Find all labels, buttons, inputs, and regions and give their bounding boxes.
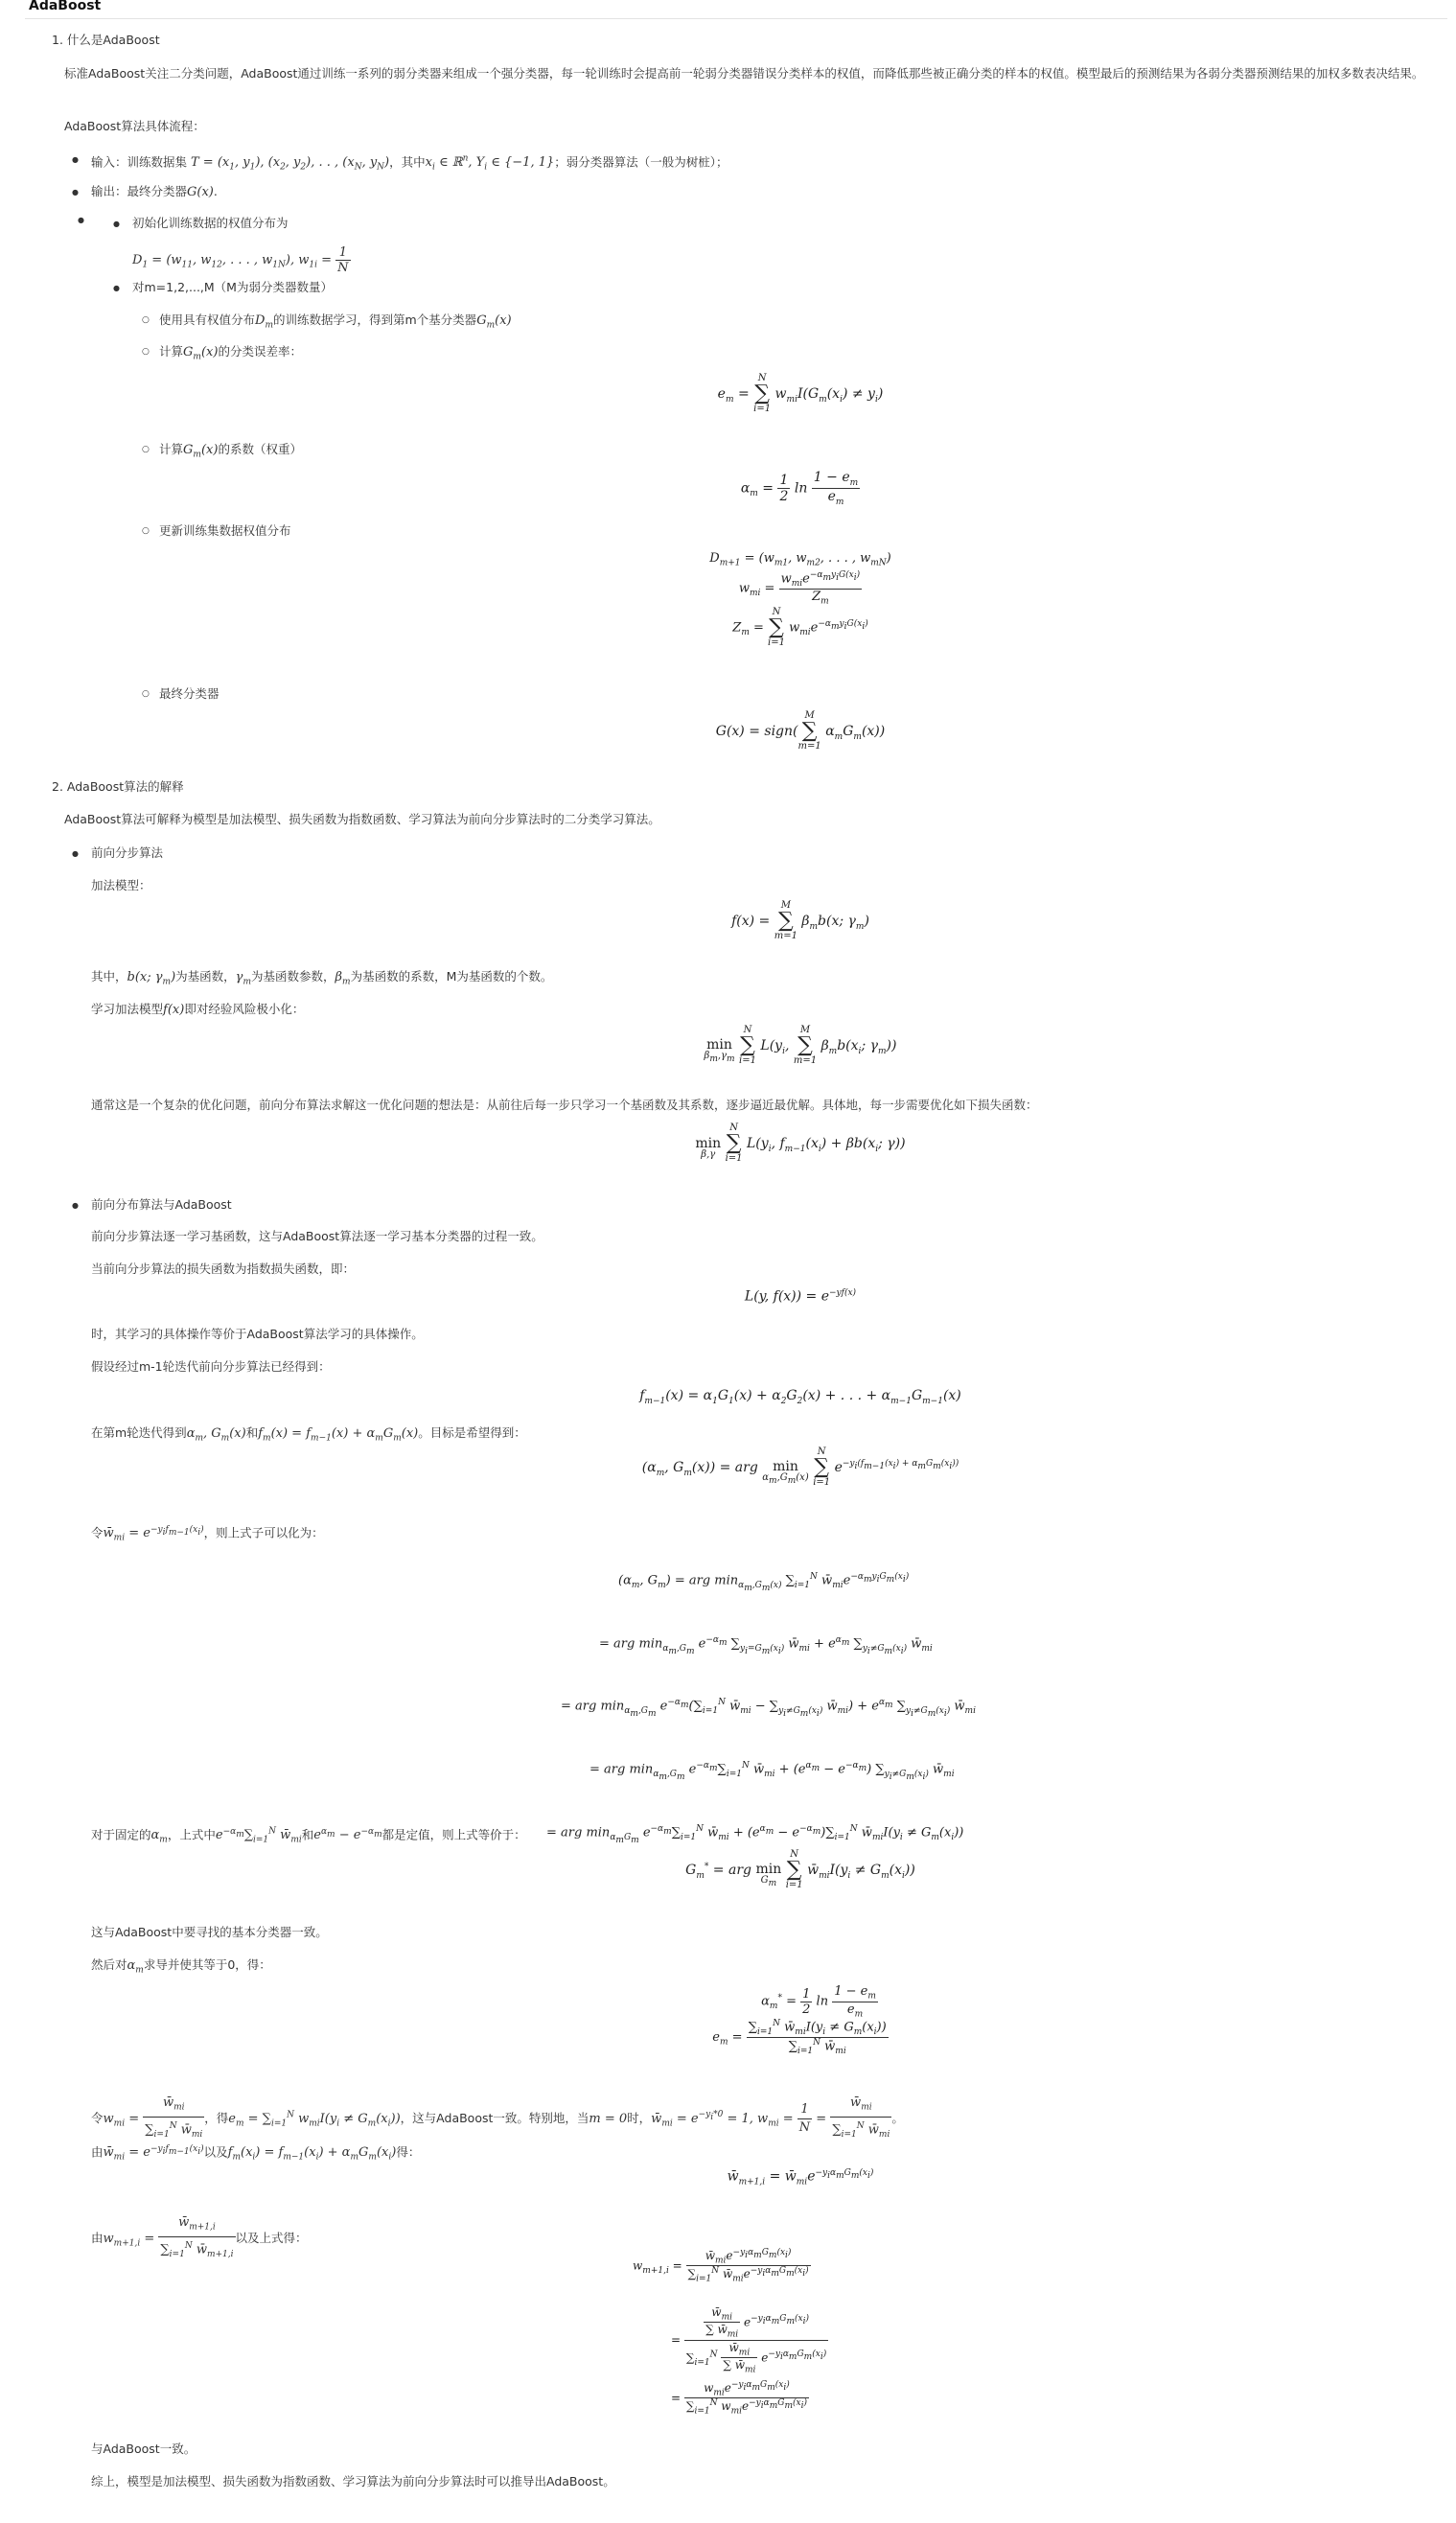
p11b: 以及 <box>203 2144 228 2160</box>
empirical-risk-formula: min $\beta_m,\gamma_m$ N ∑ i=1 $L(y_i$, M ∑ m=1 $\beta_mb(x_i$; $\gamma_m$)) <box>704 1025 897 1066</box>
p6b: ，则上式子可以化为： <box>203 1525 324 1540</box>
section-1-heading: 1. 什么是AdaBoost <box>52 33 160 47</box>
step-d: ○ 更新训练集数据权值分布 <box>159 522 291 540</box>
where1c: 为基函数参数， <box>251 969 335 984</box>
page-title: AdaBoost <box>29 0 102 13</box>
step-b-label: 计算 <box>159 344 184 359</box>
where-beta: $\beta_m$ <box>335 970 351 987</box>
p7-alpha: $\alpha_m$ <box>150 1828 168 1845</box>
p14: 综上，模型是加法模型、损失函数为指数函数、学习算法为前向分步算法时可以推导出AdaBoost。 <box>91 2474 615 2488</box>
p10-m0: m = 0 <box>589 2111 628 2126</box>
p9b: 求导并使其等于0，得： <box>143 1957 271 1972</box>
p12b: 以及上式得： <box>235 2230 308 2245</box>
usually-paragraph: 通常这是一个复杂的优化问题，前向分布算法求解这一优化问题的想法是：从前往后每一步只学习一个基函数及其系数，逐步逼近最优解。具体地，每一步需要优化如下损失函数： <box>91 1098 1038 1112</box>
p3: 时，其学习的具体操作等价于AdaBoost算法学习的具体操作。 <box>91 1327 424 1341</box>
p10d: 时， <box>627 2110 652 2125</box>
learn-fx: f(x) <box>163 1003 185 1017</box>
step-b-label2: 的分类误差率： <box>218 344 302 359</box>
alpha-star-formula: $\alpha_m^*$ = $\frac{1}{2}$ ln $\frac{1 - e_m}{e_m}$ $e_m$ = $\frac{\sum_{i=1}^N w̄_{mi}I(y_i \ne G_m(x_i))}{\sum_{i=1}^N w̄_{mi}}$ <box>712 1984 887 2057</box>
flow-title: AdaBoost算法具体流程： <box>64 119 205 133</box>
p7b: ，上式中 <box>167 1827 216 1842</box>
p1: 前向分步算法逐一学习基函数，这与AdaBoost算法逐一学习基本分类器的过程一致。 <box>91 1229 543 1243</box>
objective-formula: ($\alpha_m$, $G_m(x)$) = arg min $\alpha_m,G_m(x)$ N ∑ i=1 $e^{-y_i(f_{m-1}(x_i) + \alpha_mG_m(x_i))}$ <box>641 1447 959 1488</box>
final-derivation-formula: $w_{m+1,i}$ = $\frac{w̄_{mi}e^{-y_i\alpha_mG_m(x_i)}}{\sum_{i=1}^N w̄_{mi}e^{-y_i\alpha_mG_m(x_i)}}$ = $\frac{w̄_{mi}}{\sum w̄_{mi}}$ $e^{-y_i\alpha_mG_m(x_i)}$ $\sum_{i=1}^N$ $\frac{w̄_{mi}}{\sum w̄_{mi}}$ $e^{-y_i\alpha_mG_m(x_i)}$ = $\frac{w_{mi}e^{-y_i\alpha_mG_m(x_i)}}{\sum_{i=1}^N w_{mi}e^{-y_i\alpha_mG_m(x_i)}}$ <box>633 2248 827 2417</box>
derivation-formula: ($\alpha_m$, $G_m$) = arg $\min_{\alpha_m,G_m(x)} \sum_{i=1}^N$ $w̄_{mi}e^{-\alpha_my_iG_m(x_i)}$ = arg $\min_{\alpha_m,G_m} e^{-\alpha_m}$ $\sum_{y_i=G_m(x_i)}$ $w̄_{mi} + e^{\alpha_m}$ $\sum_{y_i\ne G_m(x_i)}$ $w̄_{mi}$ = arg $\min_{\alpha_m,G_m} e^{-\alpha_m}(\sum_{i=1}^N$ $w̄_{mi} - \sum_{y_i\ne G_m(x_i)}$ $w̄_{mi}) + e^{\alpha_m}$ $\sum_{y_i\ne G_m(x_i)}$ $w̄_{mi}$ = arg $\min_{\alpha_m,G_m} e^{-\alpha_m}\sum_{i=1}^N$ $w̄_{mi} + (e^{\alpha_m} - e^{-\alpha_m})$ $\sum_{y_i\ne G_m(x_i)}$ $w̄_{mi}$ = arg $\min_{\alpha_mG_m} e^{-\alpha_m}\sum_{i=1}^N$ $w̄_{mi} + (e^{\alpha_m} - e^{-\alpha_m})\sum_{i=1}^N$ $w̄_{mi}I(y_i \ne G_m(x_i))$ <box>546 1572 976 1845</box>
p5c: 。目标是希望得到： <box>418 1425 526 1440</box>
output-item: ● 输出：最终分类器G(x). <box>91 183 218 201</box>
input-where: ，其中 <box>389 154 426 170</box>
p10c: ，这与AdaBoost一致。特别地，当 <box>400 2110 589 2125</box>
p7-term1: $e^{-\alpha_m}\sum_{i=1}^N$ $w̄_{mi}$ <box>215 1827 302 1845</box>
where1b: 为基函数， <box>175 969 236 984</box>
p11a: 由 <box>91 2144 104 2160</box>
step-c <box>159 441 302 464</box>
p10-special: $w̄_{mi} = e^{-y_i*0} = 1$, $w_{mi}$ = $\frac{1}{N}$ = $\frac{w̄_{mi}}{\sum_{i=1}^N w̄_{mi}}$ <box>651 2095 890 2140</box>
step-b <box>159 343 302 366</box>
p6 <box>91 1521 324 1547</box>
p11-fm: $f_m(x_i) = f_{m-1}(x_i) + \alpha_mG_m(x_i)$ <box>227 2145 397 2163</box>
fm1-formula: $f_{m-1}(x) = \alpha_1G_1(x) + \alpha_2G_2(x)$ + . . . + $\alpha_{m-1}G_{m-1}(x)$ <box>639 1388 961 1406</box>
p7-term2: $e^{\alpha_m} - e^{-\alpha_m}$ <box>313 1827 382 1843</box>
p6-wbar: $w̄_{mi} = e^{-y_if_{m-1}(x_i)}$ <box>103 1525 204 1543</box>
where-basis-fn: b(x; $\gamma_m$) <box>127 970 176 987</box>
step-c-label2: 的系数（权重） <box>218 442 302 456</box>
step-c-label: 计算 <box>159 442 184 456</box>
step-a-clf: $G_m(x)$ <box>476 313 512 331</box>
final-classifier-formula: G(x) = sign( M ∑ m=1 $\alpha_mG_m(x)$) <box>715 710 886 752</box>
weight-update-formula: $D_{m+1} = (w_{m1}$, $w_{m2}$, . . . , $w_{mN}$) $w_{mi}$ = $\frac{w_{mi}e^{-\alpha_my_iG(x_i)}}{Z_m}$ $Z_m$ = N ∑ i=1 $w_{mi}e^{-\alpha_my_iG(x_i)}$ <box>709 551 891 649</box>
p9 <box>91 1956 271 1979</box>
p7c: 和 <box>301 1827 314 1842</box>
step-c-clf: $G_m(x)$ <box>183 443 219 460</box>
p7d: 都是定值，则上式等价于： <box>381 1827 526 1842</box>
additive-model-formula: f(x) = M ∑ m=1 $\beta_mb(x$; $\gamma_m$) <box>731 900 869 941</box>
p10b: ，得 <box>204 2110 229 2125</box>
init-formula: $D_1 = (w_{11}$, $w_{12}$, . . . , $w_{1N}$), $w_{1i}$ = $\frac{1}{N}$ <box>132 245 349 275</box>
step-b-clf: $G_m(x)$ <box>183 345 219 362</box>
p13: 与AdaBoost一致。 <box>91 2442 196 2456</box>
p10: 令$w_{mi}$ = $\frac{w̄_{mi}}{\sum_{i=1}^N w̄_{mi}}$ ，得$e_m = \sum_{i=1}^N$ $w_{mi}I(y_i \ne G_m(x_i))$，这与AdaBoost一致。特别地，当m = 0时，$w̄_{mi} = e^{-y_i*0} = 1$, $w_{mi}$ = $\frac{1}{N}$ = $\frac{w̄_{mi}}{\sum_{i=1}^N w̄_{mi}}$ 。 <box>91 2095 904 2140</box>
where1: 其中， <box>91 969 127 984</box>
init-item: ● 初始化训练数据的权值分布为 <box>132 215 289 232</box>
p6a: 令 <box>91 1525 104 1540</box>
p5a: 在第m轮迭代得到 <box>91 1425 187 1440</box>
p11-wbar: $w̄_{mi} = e^{-y_if_{m-1}(x_i)}$ <box>103 2144 204 2163</box>
input-label: 输入：训练数据集 <box>91 154 188 170</box>
p10a: 令 <box>91 2110 104 2125</box>
loop-item: ● 对m=1,2,...,M（M为弱分类器数量） <box>132 279 333 296</box>
step-a-label: 使用具有权值分布 <box>159 312 256 327</box>
error-rate-formula: $e_m$ = N ∑ i=1 $w_{mi}I(G_m(x_i) \ne y_i)$ <box>717 373 884 414</box>
output-formula: G(x) <box>187 185 214 199</box>
learn-label: 学习加法模型 <box>91 1002 164 1016</box>
where-gamma: $\gamma_m$ <box>235 970 251 987</box>
stepwise-loss-formula: min β,γ N ∑ i=1 $L(y_i$, $f_{m-1}(x_i) + \beta b(x_i$; γ)) <box>695 1123 906 1164</box>
wbar-update-formula: $w̄_{m+1,i}$ = $w̄_{mi}e^{-y_i\alpha_mG_m(x_i)}$ <box>727 2168 874 2187</box>
p5 <box>91 1424 526 1447</box>
p4: 假设经过m-1轮迭代前向分步算法已经得到： <box>91 1359 331 1374</box>
p8: 这与AdaBoost中要寻找的基本分类器一致。 <box>91 1925 328 1939</box>
step-a-dist: $D_m$ <box>255 313 273 331</box>
p9a: 然后对 <box>91 1957 127 1972</box>
p10-w: $w_{mi}$ = $\frac{w̄_{mi}}{\sum_{i=1}^N w̄_{mi}}$ <box>103 2095 203 2140</box>
exp-loss-formula: L(y, $f(x)) = e^{-yf(x)}$ <box>744 1288 857 1305</box>
p12a: 由 <box>91 2230 104 2245</box>
section-2-heading: 2. AdaBoost算法的解释 <box>52 779 184 794</box>
p7 <box>91 1823 526 1849</box>
p2: 当前向分步算法的损失函数为指数损失函数，即： <box>91 1262 356 1276</box>
alpha-formula: $\alpha_m$ = $\frac{1}{2}$ ln $\frac{1 - e_m}{e_m}$ <box>740 470 859 507</box>
input-domain-formula: $x_i$ ∈ ℝ$^n$, $Y_i$ ∈ {−1, 1} <box>425 154 555 173</box>
output-label: 输出：最终分类器 <box>91 184 188 198</box>
additive-where <box>91 968 552 991</box>
p5-alpha: $\alpha_m$, $G_m(x)$ <box>186 1426 246 1444</box>
p12-w: $w_{m+1,i}$ = $\frac{w̄_{m+1,i}}{\sum_{i=1}^N w̄_{m+1,i}}$ <box>103 2215 234 2259</box>
p5-fm: $f_m(x) = f_{m-1}(x) + \alpha_mG_m(x)$ <box>258 1426 419 1444</box>
p11c: 得： <box>396 2144 421 2160</box>
p9-alpha: $\alpha_m$ <box>127 1958 144 1976</box>
learn-line <box>91 1001 304 1019</box>
additive-model-label: 加法模型： <box>91 878 151 892</box>
p10-em: $e_m = \sum_{i=1}^N$ $w_{mi}I(y_i \ne G_m(x_i))$ <box>228 2110 401 2129</box>
step-e: ○ 最终分类器 <box>159 685 220 703</box>
input-weak: ；弱分类器算法（一般为树桩）； <box>554 154 728 170</box>
p7a: 对于固定的 <box>91 1827 151 1842</box>
input-formula: $T = (x_1$, $y_1$), ($x_2$, $y_2$), . . , ($x_N$, $y_N$) <box>191 155 390 173</box>
title-divider <box>25 18 1447 19</box>
outer-bullet: ● <box>78 216 84 224</box>
learn-label2: 即对经验风险极小化： <box>184 1002 305 1016</box>
section-2-intro: AdaBoost算法可解释为模型是加法模型、损失函数为指数函数、学习算法为前向分步算法时的二分类学习算法。 <box>64 812 660 826</box>
forward-adaboost-item: ● 前向分布算法与AdaBoost <box>91 1196 232 1214</box>
where1d: 为基函数的系数，M为基函数的个数。 <box>350 969 553 984</box>
input-item <box>91 150 728 176</box>
step-a-label2: 的训练数据学习，得到第m个基分类器 <box>273 312 477 327</box>
p12 <box>91 2214 308 2263</box>
forward-stagewise-item: ● 前向分步算法 <box>91 845 163 862</box>
p5b: 和 <box>245 1425 259 1440</box>
section-1-intro: 标准AdaBoost关注二分类问题，AdaBoost通过训练一系列的弱分类器来组成一个强分类器，每一轮训练时会提高前一轮弱分类器错误分类样本的权值，而降低那些被正确分类的样本的权值。模型最后的预测结果为各弱分类器预测结果的加权多数表决结果。 <box>64 66 1424 81</box>
step-a <box>159 312 512 335</box>
p11 <box>91 2141 420 2166</box>
gm-star-formula: $G_m^*$ = arg min $G_m$ N ∑ i=1 $w̄_{mi}I(y_i \ne G_m(x_i))$ <box>685 1849 915 1890</box>
